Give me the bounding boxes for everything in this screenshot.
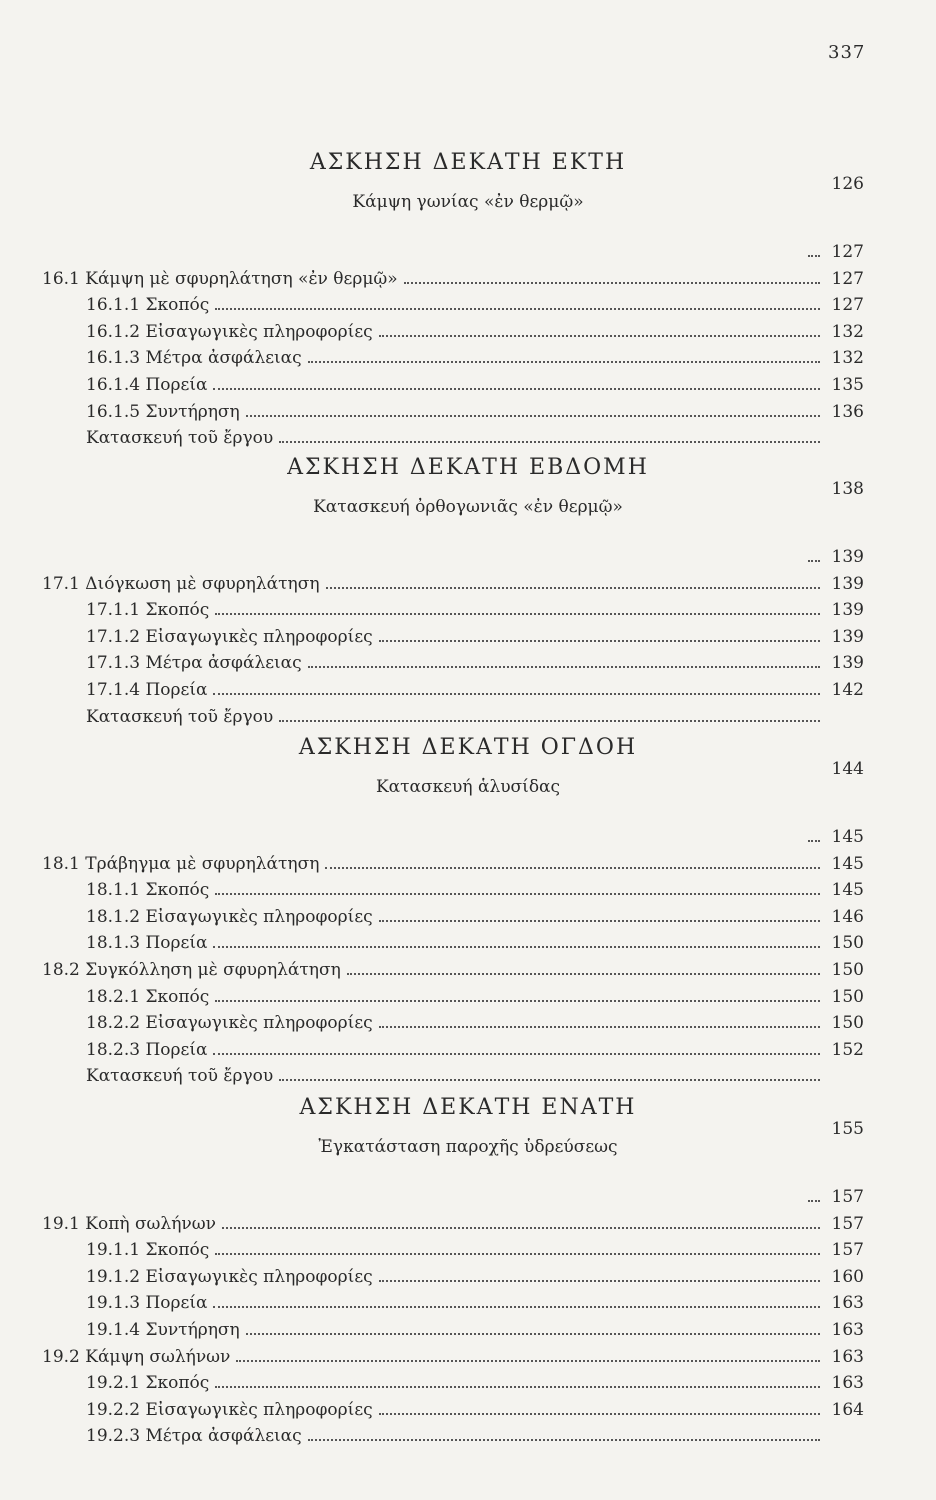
toc-entry-label: 16.1.3 Μέτρα ἀσφάλειας: [86, 348, 302, 369]
dot-leader: [308, 1438, 820, 1441]
toc-entry-label: 18.1.3 Πορεία: [86, 933, 208, 954]
toc-entry-page: 142: [831, 680, 864, 700]
dot-leader: [236, 1359, 820, 1362]
toc-entry-page: 145: [831, 827, 864, 847]
toc-entry-label: 17.1 Διόγκωση μὲ σφυρηλάτηση: [42, 573, 320, 594]
toc-entry-label: 19.1.3 Πορεία: [86, 1293, 208, 1314]
toc-entry-label: 18.1.2 Εἰσαγωγικὲς πληροφορίες: [86, 906, 373, 927]
toc-entry-page: 157: [831, 1187, 864, 1207]
toc-entry-page: 150: [831, 933, 864, 954]
toc-entry-label: 19.2 Κάμψη σωλήνων: [42, 1346, 231, 1367]
toc-entry: [808, 547, 864, 573]
toc-entry-page: 152: [831, 1039, 864, 1060]
toc-entry: [86, 1400, 864, 1426]
toc-entry: [86, 653, 864, 679]
section-subtitle: Κάμψη γωνίας «ἐν θερμῷ»: [352, 192, 584, 212]
toc-entry: [86, 680, 864, 706]
toc-entry-label: Κατασκευή τοῦ ἔργου: [86, 706, 274, 727]
toc-entry-page: 157: [831, 1240, 864, 1261]
toc-entry-page: 132: [831, 348, 864, 369]
section-title: ΑΣΚΗΣΗ ΔΕΚΑΤΗ ΟΓΔΟΗ: [298, 735, 638, 760]
dot-leader: [308, 360, 820, 363]
toc-entry: [808, 1187, 864, 1213]
toc-entry-label: 19.1.1 Σκοπός: [86, 1240, 210, 1261]
toc-entry: [86, 322, 864, 348]
toc-entry-label: 16.1 Κάμψη μὲ σφυρηλάτηση «ἐν θερμῷ»: [42, 268, 398, 289]
dot-leader: [213, 1305, 820, 1308]
section-title: ΑΣΚΗΣΗ ΔΕΚΑΤΗ ΕΒΔΟΜΗ: [287, 455, 649, 480]
toc-entry: [86, 907, 864, 933]
toc-entry: [86, 1373, 864, 1399]
toc-entry: [86, 402, 864, 428]
toc-entry-page: 139: [831, 653, 864, 674]
toc-entry-label: 17.1.2 Εἰσαγωγικὲς πληροφορίες: [86, 626, 373, 647]
toc-entry: [86, 348, 864, 374]
toc-entry: [42, 960, 864, 986]
dot-leader: [213, 1052, 820, 1055]
dot-leader: [379, 1025, 820, 1028]
toc-entry-page: 145: [831, 880, 864, 901]
section-subtitle: Κατασκευή ἁλυσίδας: [375, 777, 561, 797]
toc-entry: [86, 295, 864, 321]
toc-entry-label: 16.1.5 Συντήρηση: [86, 401, 240, 422]
toc-entry-page: 164: [831, 1399, 864, 1420]
dot-leader: [215, 892, 820, 895]
dot-leader: [215, 612, 820, 615]
toc-entry-page: 139: [831, 547, 864, 567]
toc-entry: [86, 1066, 864, 1092]
dot-leader: [279, 1078, 820, 1081]
toc-entry: [86, 375, 864, 401]
toc-entry-page: 150: [831, 986, 864, 1007]
toc-entry-label: 19.2.1 Σκοπός: [86, 1373, 210, 1394]
section-start-page: 155: [831, 1119, 864, 1139]
toc-entry: [808, 242, 864, 268]
toc-entry-label: 16.1.1 Σκοπός: [86, 295, 210, 316]
toc-entry: [86, 1040, 864, 1066]
dot-leader: [326, 586, 820, 589]
toc-entry-page: 145: [831, 853, 864, 874]
dot-leader: [213, 945, 820, 948]
toc-entry-label: 18.2.2 Εἰσαγωγικὲς πληροφορίες: [86, 1013, 373, 1034]
toc-entry-label: 19.2.2 Εἰσαγωγικὲς πληροφορίες: [86, 1399, 373, 1420]
toc-entry: [86, 1240, 864, 1266]
toc-entry-label: 16.1.2 Εἰσαγωγικὲς πληροφορίες: [86, 321, 373, 342]
toc-entry-label: 18.2 Συγκόλληση μὲ σφυρηλάτηση: [42, 960, 341, 980]
toc-entry-label: 17.1.1 Σκοπός: [86, 600, 210, 621]
toc-entry: [86, 707, 864, 733]
toc-entry-label: 18.2.1 Σκοπός: [86, 986, 210, 1007]
dot-leader: [279, 440, 820, 443]
toc-entry-page: 160: [831, 1266, 864, 1287]
toc-entry: [808, 827, 864, 853]
toc-entry-page: 157: [831, 1213, 864, 1234]
toc-entry-label: 18.1.1 Σκοπός: [86, 880, 210, 901]
toc-entry: [42, 1347, 864, 1373]
toc-entry-label: 19.2.3 Μέτρα ἀσφάλειας: [86, 1426, 302, 1447]
toc-entry-page: 146: [831, 906, 864, 927]
dot-leader: [215, 1252, 820, 1255]
toc-entry: [86, 1426, 864, 1452]
section-title: ΑΣΚΗΣΗ ΔΕΚΑΤΗ ΕΚΤΗ: [309, 150, 627, 175]
toc-entry-page: 127: [831, 268, 864, 289]
toc-entry-page: 139: [831, 600, 864, 621]
toc-entry-page: 163: [831, 1320, 864, 1340]
toc-entry-page: 132: [831, 321, 864, 342]
dot-leader: [808, 254, 820, 257]
section-start-page: 138: [831, 479, 864, 499]
dot-leader: [279, 719, 820, 722]
toc-entry-label: 18.1 Τράβηγμα μὲ σφυρηλάτηση: [42, 853, 320, 874]
dot-leader: [379, 1412, 820, 1415]
toc-entry: [86, 1293, 864, 1319]
dot-leader: [246, 1332, 820, 1335]
toc-entry: [42, 854, 864, 880]
toc-entry: [86, 880, 864, 906]
toc-entry-label: 18.2.3 Πορεία: [86, 1039, 208, 1060]
toc-entry-page: 127: [831, 295, 864, 316]
dot-leader: [308, 665, 820, 668]
dot-leader: [808, 1199, 820, 1202]
toc-entry-page: 163: [831, 1293, 864, 1314]
toc-entry-page: 163: [831, 1373, 864, 1394]
toc-entry-label: 17.1.4 Πορεία: [86, 680, 208, 700]
toc-entry-page: 139: [831, 626, 864, 647]
dot-leader: [808, 839, 820, 842]
toc-entry-label: 17.1.3 Μέτρα ἀσφάλειας: [86, 653, 302, 674]
dot-leader: [379, 639, 820, 642]
page-number: 337: [828, 42, 866, 63]
toc-entry-label: 19.1.4 Συντήρηση: [86, 1320, 240, 1340]
section-title: ΑΣΚΗΣΗ ΔΕΚΑΤΗ ΕΝΑΤΗ: [299, 1095, 637, 1120]
section-subtitle: Ἐγκατάσταση παροχῆς ὑδρεύσεως: [318, 1137, 618, 1157]
toc-entry-page: 139: [831, 573, 864, 594]
toc-entry: [86, 600, 864, 626]
toc-entry: [86, 987, 864, 1013]
toc-entry-page: 163: [831, 1346, 864, 1367]
dot-leader: [379, 919, 820, 922]
toc-entry-page: 136: [831, 401, 864, 422]
dot-leader: [404, 281, 820, 284]
toc-entry: [42, 574, 864, 600]
toc-entry: [86, 933, 864, 959]
toc-entry-page: 150: [831, 1013, 864, 1034]
dot-leader: [347, 972, 820, 975]
toc-entry: [86, 428, 864, 454]
dot-leader: [325, 866, 820, 869]
toc-entry-label: 16.1.4 Πορεία: [86, 375, 208, 395]
toc-entry: [86, 1013, 864, 1039]
toc-entry-page: 150: [831, 960, 864, 980]
toc-entry-label: Κατασκευή τοῦ ἔργου: [86, 428, 274, 449]
dot-leader: [379, 1279, 820, 1282]
dot-leader: [222, 1226, 820, 1229]
section-subtitle: Κατασκευή ὀρθογωνιᾶς «ἐν θερμῷ»: [313, 497, 623, 517]
toc-entry: [86, 1267, 864, 1293]
dot-leader: [808, 559, 820, 562]
toc-entry: [42, 1214, 864, 1240]
toc-entry-label: Κατασκευή τοῦ ἔργου: [86, 1066, 274, 1087]
toc-entry-label: 19.1 Κοπὴ σωλήνων: [42, 1213, 216, 1234]
dot-leader: [215, 1385, 820, 1388]
toc-entry: [42, 269, 864, 295]
toc-entry: [86, 627, 864, 653]
toc-entry-page: 127: [831, 242, 864, 262]
dot-leader: [215, 307, 820, 310]
section-start-page: 126: [831, 174, 864, 194]
section-start-page: 144: [831, 759, 864, 779]
toc-entry-page: 135: [831, 375, 864, 395]
toc-entry: [86, 1320, 864, 1346]
dot-leader: [215, 999, 820, 1002]
dot-leader: [246, 414, 820, 417]
dot-leader: [213, 692, 820, 695]
dot-leader: [213, 387, 820, 390]
toc-entry-label: 19.1.2 Εἰσαγωγικὲς πληροφορίες: [86, 1266, 373, 1287]
dot-leader: [379, 334, 820, 337]
